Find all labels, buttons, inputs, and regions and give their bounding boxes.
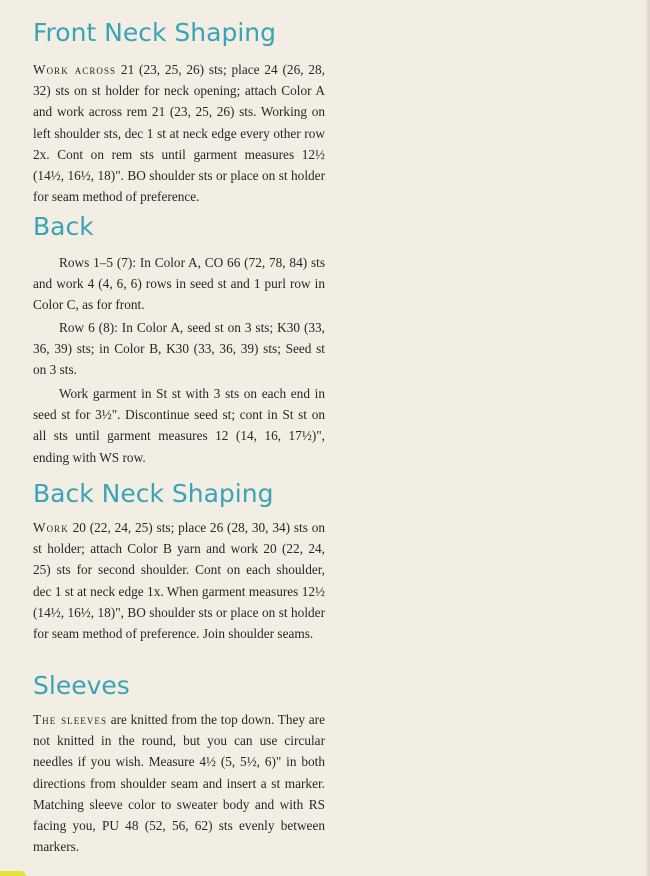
back-neck-shaping-text	[33, 517, 325, 644]
front-neck-body: 21 (23, 25, 26) sts; place 24 (26, 28, 32) sts on st holder for neck opening; attach Color A and work across rem 21 (23, 25, 26) sts. Working on left shoulder sts, dec 1 st at neck edge every other row 2x. Cont on rem sts until garment measures 12½ (14½, 16½, 18)". BO shoulder sts or place on st holder for seam method of preference.	[33, 62, 325, 205]
page-corner-mark	[0, 871, 26, 876]
back-heading: Back	[33, 212, 94, 241]
sleeves-text	[33, 709, 325, 857]
sleeves-lead: The sleeves	[33, 712, 108, 727]
back-neck-shaping-heading: Back Neck Shaping	[33, 479, 274, 508]
front-neck-shaping-text	[33, 59, 325, 207]
front-neck-shaping-heading: Front Neck Shaping	[33, 18, 276, 47]
back-neck-lead: Work	[33, 520, 69, 535]
back-neck-body: 20 (22, 24, 25) sts; place 26 (28, 30, 34) sts on st holder; attach Color B yarn and work 20 (22, 24, 25) sts for second shoulder. Cont on each shoulder, dec 1 st at neck edge 1x. When garment measures 12½ (14½, 16½, 18)", BO shoulder sts or place on st holder for seam method of preference. Join shoulder seams.	[33, 520, 325, 642]
back-row-6: Row 6 (8): In Color A, seed st on 3 sts; K30 (33, 36, 39) sts; in Color B, K30 (33, 36, 39) sts; Seed st on 3 sts.	[33, 320, 325, 378]
back-rows-1-5: Rows 1–5 (7): In Color A, CO 66 (72, 78, 84) sts and work 4 (4, 6, 6) rows in seed st and 1 purl row in Color C, as for front.	[33, 255, 325, 313]
page-gutter-shadow	[646, 0, 650, 876]
back-st-st: Work garment in St st with 3 sts on each end in seed st for 3½". Discontinue seed st; cont in St st on all sts until garment measures 12 (14, 16, 17½)", ending with WS row.	[33, 386, 325, 465]
sleeves-body: are knitted from the top down. They are not knitted in the round, but you can use circular needles if you wish. Measure 4½ (5, 5½, 6)" in both directions from shoulder seam and insert a st marker. Matching sleeve color to sweater body and with RS facing you, PU 48 (52, 56, 62) sts evenly between markers.	[33, 712, 325, 855]
front-neck-lead: Work across	[33, 62, 117, 77]
sleeves-heading: Sleeves	[33, 671, 130, 700]
